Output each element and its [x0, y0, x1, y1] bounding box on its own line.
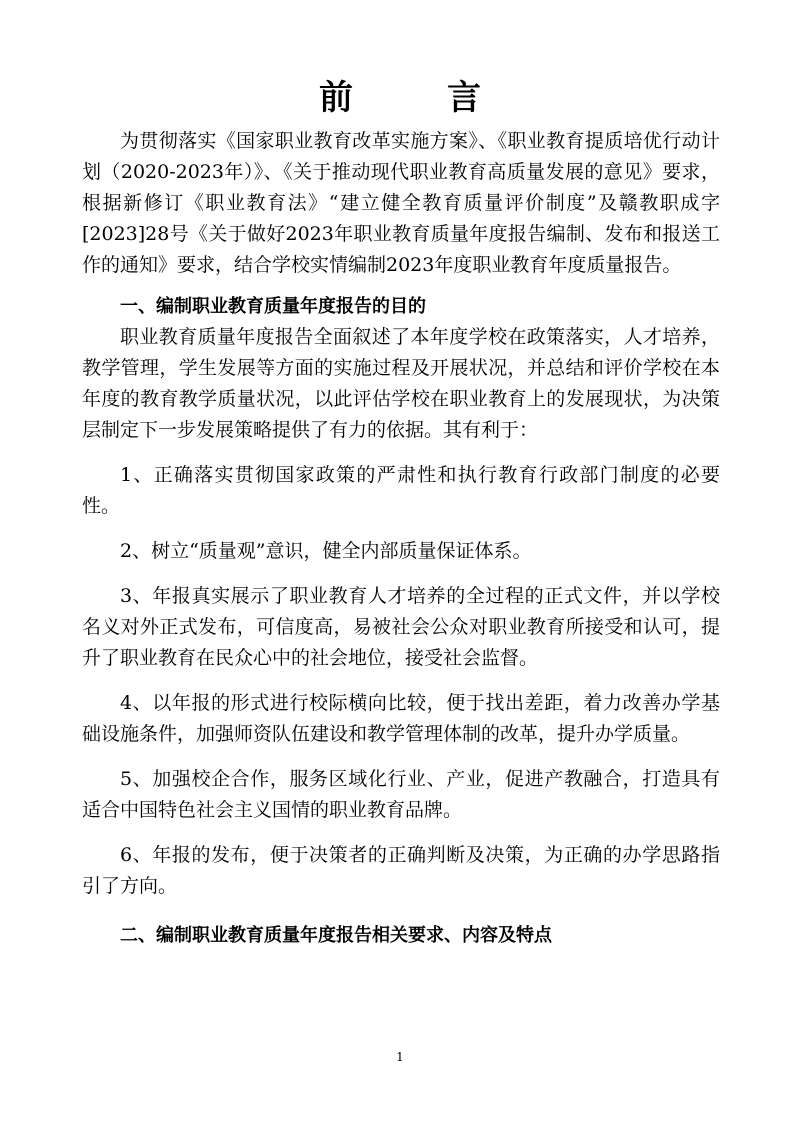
- page-title: 前 言: [319, 78, 511, 118]
- list-item: 2、树立“质量观”意识，健全内部质量保证体系。: [120, 540, 532, 562]
- list-item: 1、正确落实贯彻国家政策的严肃性和执行教育行政部门制度的必要性。: [82, 464, 720, 517]
- list-item: 5、加强校企合作，服务区域化行业、产业，促进产教融合，打造具有适合中国特色社会主义国情的职业教育品牌。: [82, 768, 720, 821]
- list-item: 6、年报的发布，便于决策者的正确判断及决策，为正确的办学思路指引了方向。: [82, 844, 720, 897]
- list-item: 3、年报真实展示了职业教育人才培养的全过程的正式文件，并以学校名义对外正式发布，可信度高，易被社会公众对职业教育所接受和认可，提升了职业教育在民众心中的社会地位，接受社会监督。: [82, 585, 720, 669]
- section-heading-requirements: 二、编制职业教育质量年度报告相关要求、内容及特点: [120, 925, 552, 946]
- section-heading-purpose: 一、编制职业教育质量年度报告的目的: [120, 296, 426, 317]
- page-number: 1: [396, 1050, 404, 1064]
- intro-paragraph: 为贯彻落实《国家职业教育改革实施方案》、《职业教育提质培优行动计划（2020-2023年）》、《关于推动现代职业教育高质量发展的意见》要求，根据新修订《职业教育法》“建立健全教育质量评价制度”及赣教职成字[2023]28号《关于做好2023年职业教育质量年度报告编制、发布和报送工作的通知》要求，结合学校实情编制2023年度职业教育年度质量报告。: [82, 130, 720, 276]
- document-body: [82, 126, 720, 951]
- list-item: 4、以年报的形式进行校际横向比较，便于找出差距，着力改善办学基础设施条件，加强师资队伍建设和教学管理体制的改革，提升办学质量。: [82, 692, 720, 745]
- purpose-paragraph: 职业教育质量年度报告全面叙述了本年度学校在政策落实，人才培养，教学管理，学生发展等方面的实施过程及开展状况，并总结和评价学校在本年度的教育教学质量状况，以此评估学校在职业教育上的发展现状，为决策层制定下一步发展策略提供了有力的依据。其有利于：: [82, 326, 720, 441]
